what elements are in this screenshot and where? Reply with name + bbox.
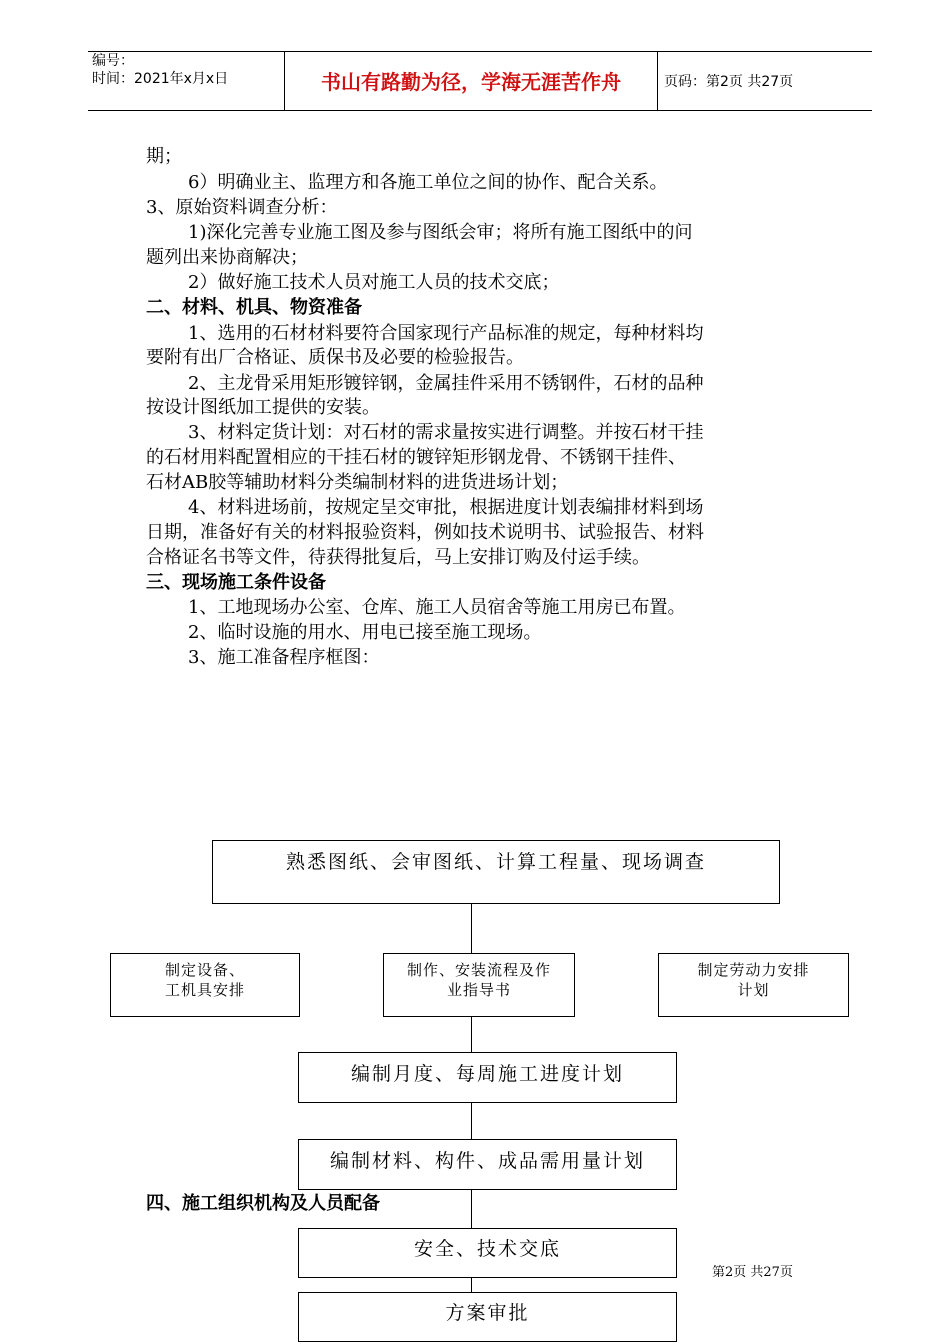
body-line: 3、施工准备程序框图： xyxy=(188,647,380,668)
body-line: 合格证名书等文件，待获得批复后，马上安排订购及付运手续。 xyxy=(146,547,650,568)
section-heading: 三、现场施工条件设备 xyxy=(146,572,326,593)
section-heading: 四、施工组织机构及人员配备 xyxy=(146,1193,380,1214)
flow-box-survey xyxy=(212,840,780,904)
body-line: 题列出来协商解决； xyxy=(146,247,308,268)
flow-connector xyxy=(471,903,472,956)
flow-box-label: 制作、安装流程及作 xyxy=(406,961,551,979)
body-line: 期； xyxy=(146,146,182,167)
body-line: 2、临时设施的用水、用电已接至施工现场。 xyxy=(188,622,542,643)
flow-connector xyxy=(471,1102,472,1140)
header-page-indicator: 页码：第2页 共27页 xyxy=(664,74,794,90)
body-line: 3、材料定货计划：对石材的需求量按实进行调整。并按石材干挂 xyxy=(188,422,704,443)
body-line: 1、工地现场办公室、仓库、施工人员宿舍等施工用房已布置。 xyxy=(188,597,686,618)
flow-box-label: 业指导书 xyxy=(446,981,511,999)
flow-box-approval xyxy=(298,1292,677,1342)
body-line: 要附有出厂合格证、质保书及必要的检验报告。 xyxy=(146,347,524,368)
body-line: 按设计图纸加工提供的安装。 xyxy=(146,397,380,418)
body-line: 石材AB胶等辅助材料分类编制材料的进货进场计划； xyxy=(146,472,569,493)
flow-box-label: 编制材料、构件、成品需用量计划 xyxy=(329,1150,645,1172)
body-line: 1)深化完善专业施工图及参与图纸会审；将所有施工图纸中的问 xyxy=(188,222,693,243)
header-motto: 书山有路勤为径，学海无涯苦作舟 xyxy=(321,70,621,94)
body-line: 6）明确业主、监理方和各施工单位之间的协作、配合关系。 xyxy=(188,172,668,193)
flow-box-label: 方案审批 xyxy=(445,1302,530,1324)
flow-box-equipment xyxy=(110,953,300,1017)
flow-box-schedule xyxy=(298,1052,677,1103)
body-line: 4、材料进场前，按规定呈交审批，根据进度计划表编排材料到场 xyxy=(188,497,704,518)
flow-box-label: 工机具安排 xyxy=(164,981,245,999)
header-divider-right xyxy=(657,51,658,111)
flow-box-labor xyxy=(658,953,849,1017)
header-bottom-rule xyxy=(88,110,872,111)
body-line: 2）做好施工技术人员对施工人员的技术交底； xyxy=(188,272,560,293)
body-line: 日期，准备好有关的材料报验资料，例如技术说明书、试验报告、材料 xyxy=(146,522,704,543)
doc-time-label: 时间：2021年x月x日 xyxy=(92,71,229,87)
body-line: 的石材用料配置相应的干挂石材的镀锌矩形钢龙骨、不锈钢干挂件、 xyxy=(146,447,686,468)
flow-box-process xyxy=(383,953,575,1017)
flow-box-safety xyxy=(298,1228,677,1278)
flow-box-label: 安全、技术交底 xyxy=(413,1238,561,1260)
flow-box-label: 编制月度、每周施工进度计划 xyxy=(350,1063,624,1085)
footer-page-number: 第2页 共27页 xyxy=(712,1265,793,1280)
flow-box-materials-plan xyxy=(298,1139,677,1190)
header-divider-left xyxy=(284,51,285,111)
flow-box-label: 计划 xyxy=(737,981,770,999)
body-line: 3、原始资料调查分析： xyxy=(146,197,338,218)
flow-box-label: 制定劳动力安排 xyxy=(697,961,810,979)
flow-connector xyxy=(471,1016,472,1052)
body-line: 1、选用的石材材料要符合国家现行产品标准的规定，每种材料均 xyxy=(188,323,704,344)
body-line: 2、主龙骨采用矩形镀锌钢，金属挂件采用不锈钢件，石材的品种 xyxy=(188,373,704,394)
flow-connector xyxy=(471,1277,472,1293)
flow-box-label: 制定设备、 xyxy=(164,961,245,979)
flow-box-label: 熟悉图纸、会审图纸、计算工程量、现场调查 xyxy=(285,851,706,873)
doc-number-label: 编号： xyxy=(92,53,134,69)
header-meta xyxy=(92,52,228,88)
section-heading: 二、材料、机具、物资准备 xyxy=(146,297,362,318)
